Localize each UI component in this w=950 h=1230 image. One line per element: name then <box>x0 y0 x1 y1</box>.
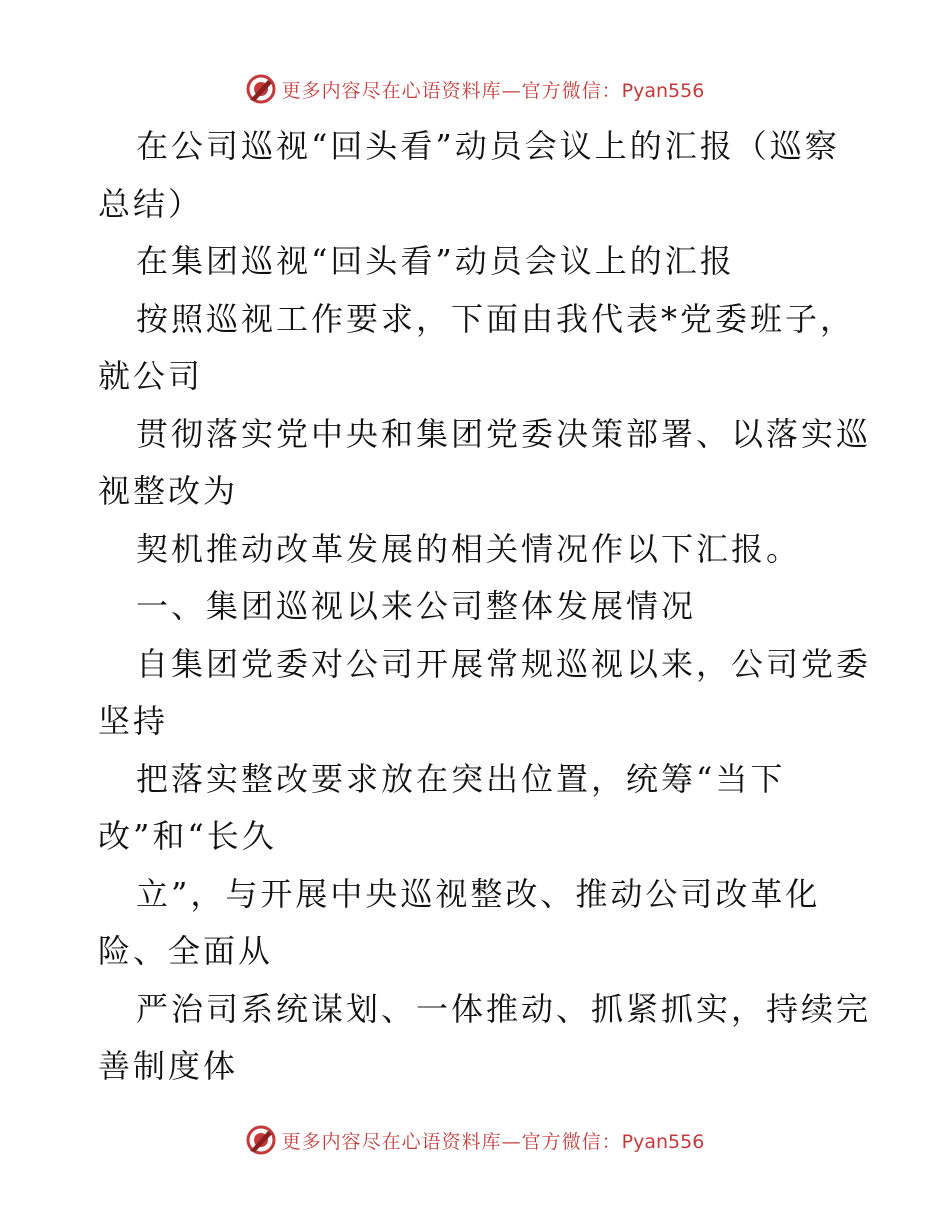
text-line: 视整改为 <box>98 472 239 510</box>
text-line: 按照巡视工作要求，下面由我代表*党委班子， <box>136 299 856 338</box>
pen-logo-icon <box>246 74 276 104</box>
footer-watermark <box>0 1123 950 1157</box>
text-line: 契机推动改革发展的相关情况作以下汇报。 <box>136 529 802 568</box>
text-line: 严治司系统谋划、一体推动、抓紧抓实，持续完 <box>136 989 872 1028</box>
text-line: 把落实整改要求放在突出位置，统筹“当下 <box>136 759 786 798</box>
text-line: 险、全面从 <box>98 932 274 970</box>
text-line: 立”，与开展中央巡视整改、推动公司改革化 <box>136 874 821 913</box>
text-line: 自集团党委对公司开展常规巡视以来，公司党委 <box>136 644 872 683</box>
text-line: 坚持 <box>98 702 169 740</box>
text-line: 改”和“长久 <box>98 817 277 855</box>
text-line: 善制度体 <box>98 1047 239 1085</box>
document-body <box>98 118 872 1096</box>
watermark-text: 更多内容尽在心语资料库—官方微信：Pyan556 <box>281 1130 705 1153</box>
text-line: 一、集团巡视以来公司整体发展情况 <box>136 587 697 625</box>
watermark-text: 更多内容尽在心语资料库—官方微信：Pyan556 <box>281 79 705 102</box>
text-line: 总结） <box>98 184 204 223</box>
pen-logo-icon <box>246 1125 276 1155</box>
text-line: 在集团巡视“回头看”动员会议上的汇报 <box>136 242 735 280</box>
text-line: 贯彻落实党中央和集团党委决策部署、以落实巡 <box>136 414 872 453</box>
text-line: 在公司巡视“回头看”动员会议上的汇报（巡察 <box>136 127 840 165</box>
text-line: 就公司 <box>98 357 204 395</box>
header-watermark <box>0 72 950 106</box>
